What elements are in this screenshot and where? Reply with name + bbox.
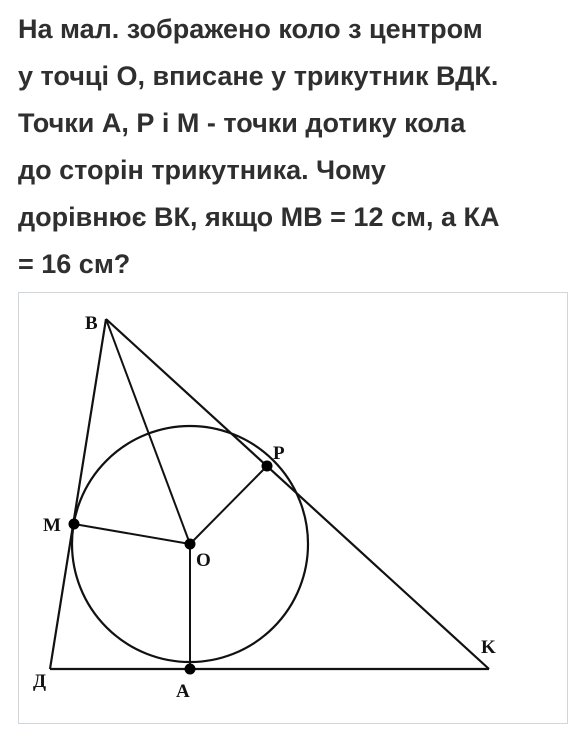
geometry-figure — [18, 292, 568, 724]
question-line-4: до сторін трикутника. Чому — [18, 155, 386, 185]
figure-canvas — [19, 293, 569, 725]
point-o — [185, 539, 196, 550]
point-p — [262, 461, 273, 472]
question-line-1: На мал. зображено коло з центром — [18, 14, 483, 44]
label-d: Д — [33, 671, 47, 692]
question-line-6: = 16 см? — [18, 249, 131, 279]
label-m: M — [43, 515, 61, 536]
question-text — [18, 6, 578, 288]
label-a: A — [176, 681, 190, 702]
label-p: P — [273, 443, 285, 464]
point-a — [185, 664, 196, 675]
label-o: O — [196, 550, 211, 571]
point-m — [69, 519, 80, 530]
label-b: B — [85, 313, 98, 334]
segment-bo — [106, 319, 190, 544]
segment-mo — [74, 524, 190, 544]
label-k: K — [481, 637, 496, 658]
question-line-3: Точки А, Р і М - точки дотику кола — [18, 108, 466, 138]
question-line-5: дорівнює ВК, якщо МВ = 12 см, а КА — [18, 202, 500, 232]
segment-po — [190, 466, 267, 544]
question-line-2: у точці О, вписане у трикутник ВДК. — [18, 61, 499, 91]
